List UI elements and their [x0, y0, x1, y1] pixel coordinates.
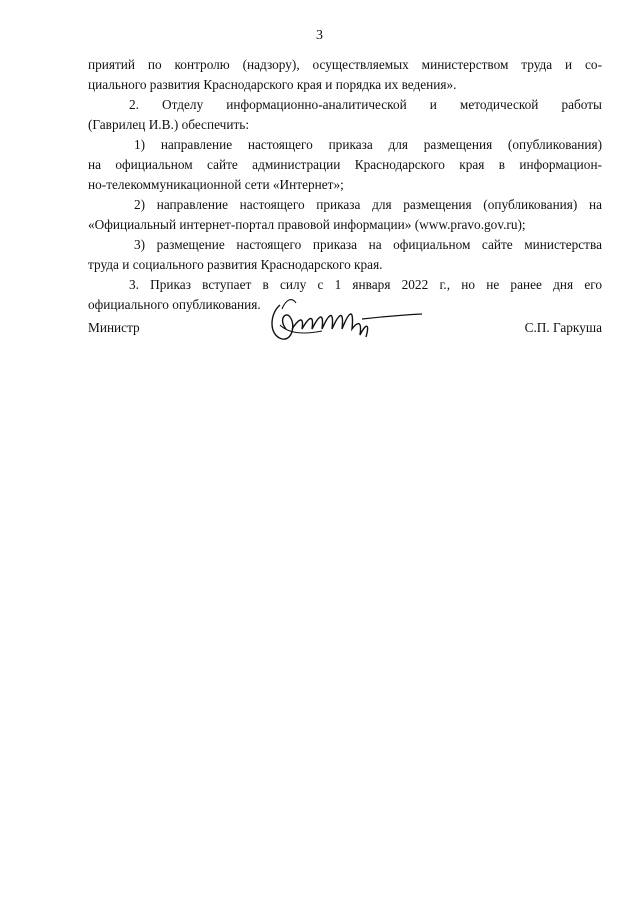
document-body: [88, 55, 602, 315]
text-line: (Гаврилец И.В.) обеспечить:: [88, 117, 250, 132]
text-line: на официальном сайте администрации Краснодарского края в информацион-: [88, 157, 602, 172]
text-line: циального развития Краснодарского края и порядка их ведения».: [88, 77, 457, 92]
text-line: 2. Отделу информационно-аналитической и методической работы: [129, 97, 602, 112]
text-line: труда и социального развития Краснодарского края.: [88, 257, 383, 272]
position-title: Министр: [88, 320, 140, 335]
text-line: официального опубликования.: [88, 297, 261, 312]
text-line: приятий по контролю (надзору), осуществляемых министерством труда и со-: [88, 57, 602, 72]
text-line: 1) направление настоящего приказа для размещения (опубликования): [134, 137, 602, 152]
signer-name: С.П. Гаркуша: [524, 320, 602, 335]
signature-block: [88, 320, 602, 350]
text-line: «Официальный интернет-портал правовой информации» (www.pravo.gov.ru);: [88, 217, 526, 232]
text-line: 3) размещение настоящего приказа на официальном сайте министерства: [134, 237, 602, 252]
page-number: 3: [316, 28, 323, 43]
text-line: но-телекоммуникационной сети «Интернет»;: [88, 177, 344, 192]
text-line: 2) направление настоящего приказа для размещения (опубликования) на: [134, 197, 602, 212]
text-line: 3. Приказ вступает в силу с 1 января 2022 г., но не ранее дня его: [129, 277, 602, 292]
